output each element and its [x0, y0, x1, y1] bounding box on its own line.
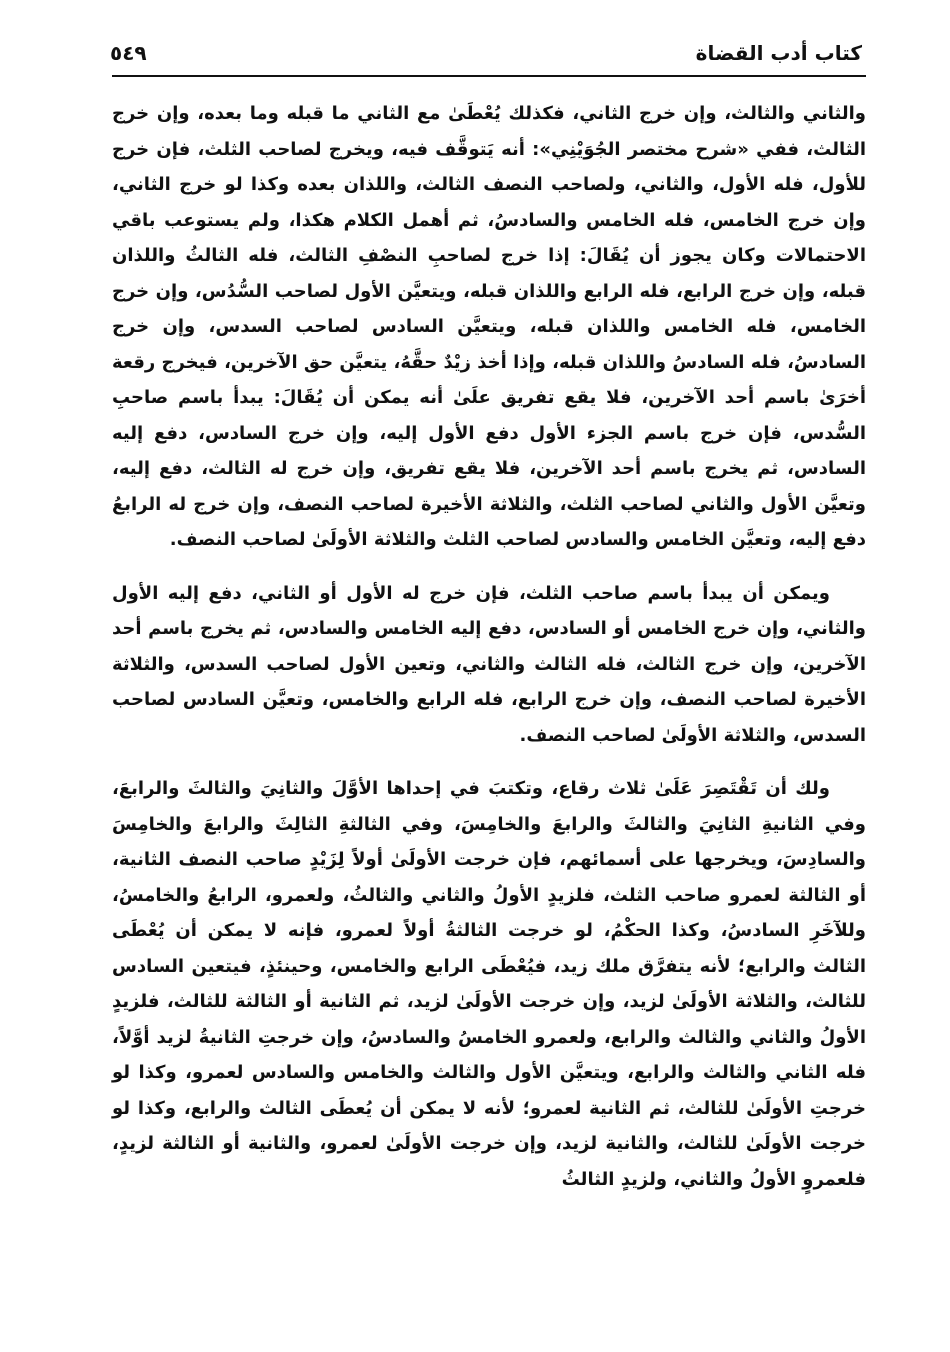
paragraph: ولك أن تَقْتَصِرَ عَلَىٰ ثلاث رقاع، وتكتبَ في إحداها الأوَّلَ والثانِيَ والثالثَ والرابعَ، وفي الثانيةِ الثانِيَ والثالثَ والرابعَ والخامِسَ، وفي الثالثةِ الثالِثَ والرابعَ والخامِسَ والسادِسَ، ويخرجها على أسمائهم، فإن خرجت الأولَىٰ أولاً لِزَيْدٍ صاحب النصف الثانية، أو الثالثة لعمرو صاحب الثلث، فلزيدٍ الأولُ والثاني والثالثُ، ولعمرو، الرابعُ والخامسُ، وللآخَرِ السادسُ، وكذا الحكْمُ، لو خرجت الثالثةُ أولاً لعمرو، فإنه لا يمكن أن يُعْطَى الثالث والرابع؛ لأنه يتفرَّق ملك زيد، فيُعْطَى الرابع والخامس، وحينئذٍ، فيتعين السادس للثالث، والثلاثة الأولَىٰ لزيد، وإن خرجت الأولَىٰ لزيد، ثم الثانية أو الثالثة للثالث، فلزيدٍ الأولُ والثاني والثالث والرابع، ولعمرو الخامسُ والسادسُ، وإن خرجتِ الثانيةُ لزيد أوَّلاً، فله الثاني والثالث والرابع، ويتعيَّن الأول والثالث والخامس والسادس لعمرو، وكذا لو خرجتِ الأولَىٰ للثالث، ثم الثانية لعمرو؛ لأنه لا يمكن أن يُعطَى الثالث والرابع، وكذا لو خرجت الأولَىٰ للثالث، والثانية لزيد، وإن خرجت الأولَىٰ لعمرو، والثانية أو الثالثة لزيدٍ، فلعمروٍ الأولُ والثاني، ولزيدٍ الثالثُ	[112, 778, 866, 1190]
page-body	[112, 96, 866, 1197]
running-header	[110, 36, 862, 70]
paragraph: ويمكن أن يبدأ باسم صاحب الثلث، فإن خرج له الأول أو الثاني، دفع إليه الأول والثاني، وإن خرج الخامس أو السادس، دفع إليه الخامس والسادس، ثم يخرج باسم أحد الآخرين، وإن خرج الثالث، فله الثالث والثاني، وتعين الأول لصاحب السدس، والثلاثة الأخيرة لصاحب النصف، وإن خرج الرابع، فله الرابع والخامس، وتعيَّن السادس لصاحب السدس، والثلاثة الأولَىٰ لصاحب النصف.	[112, 582, 866, 746]
header-divider	[112, 75, 866, 77]
book-title: كتاب أدب القضاة	[695, 41, 862, 65]
paragraph: والثاني والثالث، وإن خرج الثاني، فكذلك يُعْطَىٰ مع الثاني ما قبله وما بعده، وإن خرج الثالث، ففي «شرح مختصر الجُوَيْنِي»: أنه يَتوقَّف فيه، ويخرج لصاحب الثلث، فإن خرج للأول، فله الأول، والثاني، ولصاحب النصف الثالث، واللذان بعده وكذا لو خرج الثاني، وإن خرج الخامس، فله الخامس والسادسُ، ثم أهمل الكلام هكذا، ولم يستوعب باقي الاحتمالات وكان يجوز أن يُقَالَ: إذا خرج لصاحبِ النصْفِ الثالث، فله الثالثُ واللذان قبله، وإن خرج الرابع، فله الرابع واللذان قبله، ويتعيَّن الأول لصاحب السُّدُس، وإن خرج الخامس، فله الخامس واللذان قبله، ويتعيَّن السادس لصاحب السدس، وإن خرج السادسُ، فله السادسُ واللذان قبله، وإذا أخذ زيْدٌ حقَّهُ، يتعيَّن حق الآخرين، فيخرج رقعة أخرَىٰ باسم أحد الآخرين، فلا يقع تفريق علَىٰ أنه يمكن أن يُقَالَ: يبدأ باسم صاحبِ السُّدس، فإن خرج باسم الجزء الأول دفع الأول إليه، وإن خرج السادس، دفع إليه السادس، ثم يخرج باسم أحد الآخرين، فلا يقع تفريق، وإن خرج له الثالث، دفع إليه، وتعيَّن الأول والثاني لصاحب الثلث، والثلاثة الأخيرة لصاحب النصف، وإن خرج له الرابعُ دفع إليه، وتعيَّن الخامس والسادس لصاحب الثلث والثلاثة الأولَىٰ لصاحب النصف.	[112, 103, 866, 550]
page-number: ٥٤٩	[110, 41, 147, 65]
